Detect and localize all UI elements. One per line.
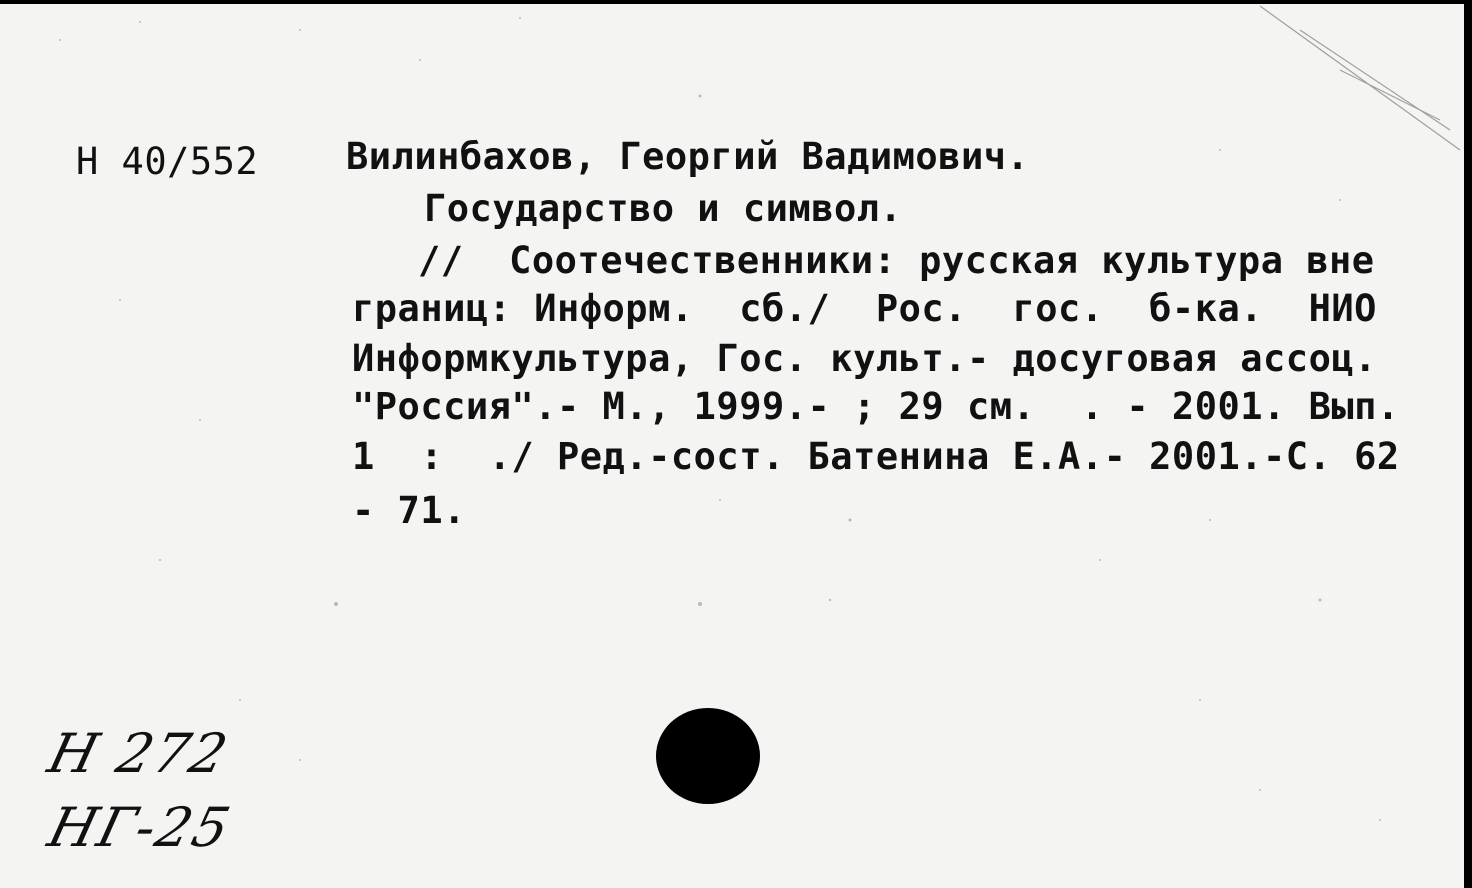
card-punch-hole: [656, 708, 760, 804]
source-line-2: границ: Информ. сб./ Рос. гос. б-ка. НИО: [352, 287, 1377, 330]
handwritten-shelf-mark-1: Н 272: [42, 722, 236, 785]
source-line-4: "Россия".- М., 1999.- ; 29 см. . - 2001. Вып.: [352, 385, 1400, 428]
source-line-5: 1 : ./ Ред.-сост. Батенина Е.А.- 2001.-С. 62: [352, 435, 1400, 478]
handwritten-shelf-mark-2: НГ-25: [42, 796, 238, 859]
source-line-6: - 71.: [352, 489, 466, 532]
source-line-1: // Соотечественники: русская культура вне: [418, 239, 1375, 282]
work-title: Государство и символ.: [424, 187, 903, 230]
call-number: Н 40/552: [76, 140, 259, 183]
author-heading: Вилинбахов, Георгий Вадимович.: [346, 135, 1030, 178]
source-line-3: Информкультура, Гос. культ.- досуговая ассоц.: [352, 337, 1377, 380]
